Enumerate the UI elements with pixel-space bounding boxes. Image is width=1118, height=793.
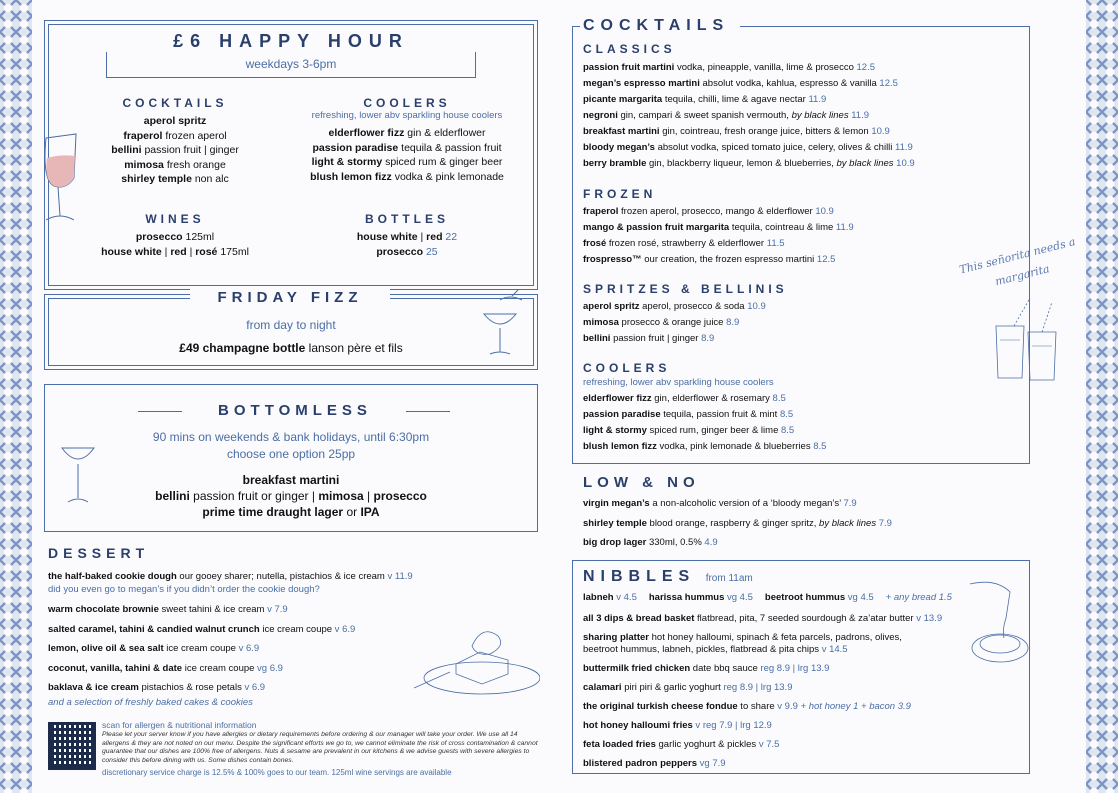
hh-cocktails-list bbox=[80, 114, 270, 187]
item-price: 11.9 bbox=[833, 222, 854, 233]
item-price: reg 8.9 | lrg 13.9 bbox=[720, 682, 793, 693]
item-desc: tequila, passion fruit & mint bbox=[660, 409, 778, 420]
menu-item bbox=[583, 514, 892, 534]
item-price: 11.9 bbox=[892, 142, 913, 153]
item-name: buttermilk fried chicken bbox=[583, 663, 691, 674]
low-no-title: LOW & NO bbox=[583, 474, 700, 491]
menu-item bbox=[583, 252, 854, 268]
item-name: light & stormy bbox=[311, 156, 383, 168]
happy-hour-subtitle: weekdays 3-6pm bbox=[245, 57, 337, 71]
menu-item bbox=[583, 697, 942, 716]
item-name: bellini bbox=[111, 144, 142, 156]
nibble-dip bbox=[765, 592, 874, 603]
item-name: breakfast martini bbox=[583, 126, 660, 137]
item-price: vg 4.5 bbox=[845, 592, 874, 603]
menu-item bbox=[48, 620, 448, 640]
menu-item bbox=[48, 678, 448, 698]
service-charge-text: discretionary service charge is 12.5% & 100% goes to our team. 125ml wine servings are available bbox=[102, 768, 452, 777]
menu-item bbox=[583, 494, 892, 514]
menu-item bbox=[583, 140, 915, 156]
menu-item bbox=[583, 735, 942, 754]
menu-item bbox=[48, 639, 448, 659]
bread-addon: + any bread 1.5 bbox=[885, 592, 952, 603]
menu-item bbox=[583, 124, 915, 140]
menu-item bbox=[583, 220, 854, 236]
item-name: shirley temple bbox=[583, 517, 647, 529]
item-desc: date bbq sauce bbox=[690, 663, 758, 674]
menu-item bbox=[290, 126, 524, 141]
friday-fizz-title: FRIDAY FIZZ bbox=[190, 289, 390, 306]
menu-item bbox=[290, 155, 524, 170]
menu-item bbox=[583, 156, 915, 172]
hh-wine-line-1: prosecco 125ml bbox=[135, 231, 215, 243]
item-desc: spiced rum & ginger beer bbox=[382, 156, 503, 168]
item-price: 11.9 bbox=[805, 94, 827, 105]
cake-plate-illustration bbox=[410, 612, 540, 702]
spritzes-heading: SPRITZES & BELLINIS bbox=[583, 282, 788, 296]
item-name: the half-baked cookie dough bbox=[48, 571, 177, 582]
item-price: 8.9 bbox=[698, 333, 715, 344]
bottomless-option-1: breakfast martini bbox=[242, 473, 340, 487]
menu-item bbox=[583, 236, 854, 252]
item-desc: gin & elderflower bbox=[404, 127, 486, 139]
item-name: aperol spritz bbox=[583, 301, 640, 312]
item-desc: absolut vodka, spiced tomato juice, celery, olives & chilli bbox=[654, 142, 893, 153]
item-price: vg 7.9 bbox=[697, 758, 726, 769]
item-desc: absolut vodka, kahlua, espresso & vanilla bbox=[699, 78, 877, 89]
item-desc: sweet tahini & ice cream bbox=[158, 604, 265, 615]
nibbles-title: NIBBLES bbox=[583, 568, 696, 585]
nibbles-row-1 bbox=[583, 590, 952, 606]
classics-list bbox=[583, 60, 915, 172]
bottomless-rule-left bbox=[138, 411, 182, 412]
item-name: passion paradise bbox=[583, 409, 661, 420]
item-price: v 6.9 bbox=[235, 643, 260, 654]
item-desc: vodka, pink lemonade & blueberries bbox=[656, 441, 811, 452]
item-desc: gin, campari & sweet spanish vermouth, bbox=[617, 110, 792, 121]
friday-fizz-subtitle: from day to night bbox=[246, 318, 336, 332]
item-name: calamari bbox=[583, 682, 622, 693]
cocktails-title: COCKTAILS bbox=[583, 17, 730, 34]
decorative-tile-border-right bbox=[1086, 0, 1118, 793]
item-price: 8.5 bbox=[777, 409, 794, 420]
item-price: v 7.9 bbox=[264, 604, 288, 615]
margarita-glasses-illustration bbox=[990, 296, 1070, 386]
item-name: mimosa bbox=[124, 158, 164, 171]
item-desc: aperol, prosecco & soda bbox=[639, 301, 745, 312]
menu-item bbox=[80, 129, 270, 144]
menu-item bbox=[583, 407, 826, 423]
menu-item bbox=[583, 644, 942, 656]
cocktails-top-rule bbox=[740, 26, 1030, 27]
item-desc: passion fruit | ginger bbox=[141, 144, 239, 156]
bottomless-rule-right bbox=[406, 411, 450, 412]
item-desc: ice cream coupe bbox=[259, 623, 333, 635]
item-desc: gin, elderflower & rosemary bbox=[651, 393, 770, 404]
item-desc: pistachios & rose petals bbox=[138, 682, 242, 693]
item-name: fraperol bbox=[583, 206, 619, 217]
menu-item bbox=[80, 114, 270, 129]
item-price: v 11.9 bbox=[384, 571, 413, 582]
item-name: harissa hummus bbox=[648, 592, 725, 603]
item-name: picante margarita bbox=[583, 94, 663, 105]
hh-cocktails-column bbox=[80, 96, 270, 187]
item-price: 12.5 bbox=[814, 254, 836, 265]
hh-bottle-line-2: prosecco 25 bbox=[376, 245, 438, 258]
item-credit: by black lines bbox=[819, 517, 877, 529]
nibble-dip bbox=[583, 592, 637, 603]
item-desc: flatbread, pita, 7 seeded sourdough & za’atar butter bbox=[694, 613, 914, 624]
menu-item bbox=[48, 600, 448, 620]
item-name: salted caramel, tahini & candied walnut crunch bbox=[48, 623, 260, 635]
handwritten-note: This señorita needs a margarita bbox=[958, 235, 1077, 289]
hh-cocktails-heading: COCKTAILS bbox=[122, 96, 228, 110]
item-price: 7.9 bbox=[840, 498, 857, 509]
item-price: 7.9 bbox=[876, 517, 892, 529]
item-name: warm chocolate brownie bbox=[48, 604, 159, 615]
dessert-list bbox=[48, 570, 448, 698]
nibbles-header bbox=[583, 568, 753, 586]
bottomless-line-2: choose one option 25pp bbox=[226, 447, 356, 461]
item-desc: frozen rosé, strawberry & elderflower bbox=[606, 238, 765, 249]
item-name: hot honey halloumi fries bbox=[583, 720, 693, 731]
menu-item bbox=[583, 678, 942, 697]
item-name: frospresso™ bbox=[583, 254, 642, 265]
item-desc: beetroot hummus, labneh, pickles, flatbread & pita chips bbox=[583, 644, 820, 655]
item-name: mimosa bbox=[583, 317, 619, 328]
item-name: blush lemon fizz bbox=[310, 170, 392, 183]
bottomless-option-3: prime time draught lager or IPA bbox=[202, 505, 380, 519]
item-name: baklava & ice cream bbox=[48, 682, 139, 693]
spritzes-list bbox=[583, 299, 766, 347]
item-desc: tequila, cointreau & lime bbox=[729, 222, 834, 233]
hh-bottle-line-1: house white | red 22 bbox=[356, 231, 458, 243]
menu-item bbox=[583, 439, 826, 455]
item-desc: tequila, chilli, lime & agave nectar bbox=[662, 94, 806, 105]
item-price: v 4.5 bbox=[613, 592, 637, 603]
menu-item bbox=[583, 423, 826, 439]
decorative-tile-border-left bbox=[0, 0, 32, 793]
item-name: elderflower fizz bbox=[328, 127, 405, 139]
item-price: 8.9 bbox=[723, 317, 740, 328]
item-name: frosé bbox=[583, 238, 607, 249]
menu-item bbox=[583, 609, 942, 628]
allergen-scan-text: scan for allergen & nutritional information bbox=[102, 720, 257, 730]
item-price: 10.9 bbox=[893, 158, 915, 169]
menu-item bbox=[290, 170, 524, 185]
coolers-heading: COOLERS bbox=[583, 361, 671, 375]
menu-item bbox=[583, 331, 766, 347]
hh-wine-line-2: house white | red | rosé 175ml bbox=[101, 245, 249, 258]
item-desc: ice cream coupe bbox=[163, 643, 236, 654]
cocktails-top-rule-left bbox=[572, 26, 580, 27]
menu-item bbox=[80, 172, 270, 187]
item-name: passion paradise bbox=[312, 141, 399, 154]
friday-fizz-offer: £49 champagne bottle lanson père et fils bbox=[179, 341, 403, 355]
menu-item bbox=[583, 716, 942, 735]
item-price: 10.9 bbox=[744, 301, 766, 312]
allergen-body-text: Please let your server know if you have allergies or dietary requirements before ordering & our manager will take your order. We use all 14 allergens & they are not noted on our menu. Despite the significant efforts we go to, we cannot eliminate the risk of cross contamination & cannot guarantee that our dishes are 100% free of allergens. Nuts & sesame are prevalent in our kitchens & we advise guests with severe allergies to consider this before dining with us. Some dishes contain bones. bbox=[102, 731, 538, 764]
menu-item bbox=[583, 659, 942, 678]
menu-item bbox=[583, 204, 854, 220]
happy-hour-title: £6 HAPPY HOUR bbox=[106, 31, 476, 52]
hh-wines-column bbox=[80, 212, 270, 259]
menu-item bbox=[290, 141, 524, 156]
item-desc: gin, blackberry liqueur, lemon & blueberries, bbox=[646, 158, 837, 169]
item-name: virgin megan’s bbox=[583, 498, 650, 509]
item-price: 8.5 bbox=[810, 441, 827, 452]
item-price: 10.9 bbox=[812, 206, 834, 217]
item-price: 4.9 bbox=[701, 537, 718, 548]
item-name: megan’s espresso martini bbox=[583, 78, 700, 89]
item-name: blush lemon fizz bbox=[583, 441, 657, 452]
item-price: 8.5 bbox=[769, 393, 786, 404]
item-name: sharing platter bbox=[583, 632, 649, 643]
item-price: v 6.9 bbox=[241, 682, 266, 693]
item-price: v 7.5 bbox=[756, 739, 780, 750]
item-name: shirley temple bbox=[121, 173, 192, 185]
item-name: beetroot hummus bbox=[764, 592, 846, 603]
hh-coolers-list bbox=[290, 126, 524, 184]
item-desc: our creation, the frozen espresso martini bbox=[641, 254, 815, 265]
item-price: vg 6.9 bbox=[254, 662, 283, 674]
item-desc: vodka & pink lemonade bbox=[391, 170, 504, 183]
hh-wines-heading: WINES bbox=[145, 212, 205, 226]
item-price: v 13.9 bbox=[913, 613, 943, 624]
menu-item bbox=[583, 632, 942, 644]
menu-item bbox=[48, 570, 448, 584]
nibbles-list bbox=[583, 609, 942, 773]
qr-code[interactable] bbox=[48, 722, 96, 770]
menu-item bbox=[583, 754, 942, 773]
hh-coolers-heading: COOLERS bbox=[363, 96, 451, 110]
item-desc: prosecco & orange juice bbox=[618, 317, 724, 328]
low-no-list bbox=[583, 494, 892, 553]
frozen-list bbox=[583, 204, 854, 268]
item-desc: passion fruit | ginger bbox=[610, 333, 699, 344]
item-desc: piri piri & garlic yoghurt bbox=[621, 682, 721, 693]
item-name: labneh bbox=[583, 592, 614, 603]
item-desc: hot honey halloumi, spinach & feta parcels, padrons, olives, bbox=[649, 632, 902, 643]
item-desc: frozen aperol bbox=[162, 129, 227, 142]
item-name: all 3 dips & bread basket bbox=[583, 613, 695, 624]
item-price: reg 8.9 | lrg 13.9 bbox=[757, 663, 830, 674]
item-name: big drop lager bbox=[583, 537, 647, 548]
item-price: 12.5 bbox=[853, 62, 876, 73]
menu-item bbox=[583, 76, 915, 92]
menu-item bbox=[583, 533, 892, 553]
cookie-dough-note: did you even go to megan’s if you didn’t order the cookie dough? bbox=[48, 584, 320, 595]
dessert-title: DESSERT bbox=[48, 545, 150, 561]
item-desc: non alc bbox=[191, 173, 229, 185]
item-desc: gin, cointreau, fresh orange juice, bitters & lemon bbox=[659, 126, 869, 137]
menu-item bbox=[583, 92, 915, 108]
item-price: vg 4.5 bbox=[724, 592, 753, 603]
coupe-glass-illustration bbox=[56, 440, 100, 510]
menu-item bbox=[583, 315, 766, 331]
bottomless-title: BOTTOMLESS bbox=[218, 402, 372, 419]
bottomless-line-1: 90 mins on weekends & bank holidays, until 6:30pm bbox=[152, 430, 430, 444]
item-name: negroni bbox=[583, 110, 618, 121]
item-desc: a non-alcoholic version of a ‘bloody megan’s’ bbox=[649, 498, 841, 509]
frozen-heading: FROZEN bbox=[583, 187, 657, 201]
menu-item bbox=[80, 143, 270, 158]
item-name: passion fruit martini bbox=[583, 62, 675, 73]
menu-item bbox=[80, 158, 270, 173]
dessert-footer: and a selection of freshly baked cakes & cookies bbox=[48, 697, 253, 708]
item-desc: ice cream coupe bbox=[182, 662, 255, 674]
item-price: 11.9 bbox=[848, 110, 870, 121]
fondue-illustration bbox=[960, 578, 1030, 668]
item-desc: to share bbox=[737, 701, 775, 712]
menu-item bbox=[583, 60, 915, 76]
item-name: lemon, olive oil & sea salt bbox=[48, 643, 164, 654]
coolers-list bbox=[583, 391, 826, 455]
menu-item bbox=[583, 108, 915, 124]
item-name: feta loaded fries bbox=[583, 739, 656, 750]
item-desc: frozen aperol, prosecco, mango & elderflower bbox=[618, 206, 813, 217]
item-desc: 330ml, 0.5% bbox=[646, 537, 702, 548]
menu-item bbox=[48, 659, 448, 679]
bottomless-option-2: bellini passion fruit or ginger | mimosa | prosecco bbox=[155, 489, 427, 503]
item-name: blistered padron peppers bbox=[583, 758, 698, 769]
item-price: v reg 7.9 | lrg 12.9 bbox=[692, 720, 772, 731]
item-price: 8.5 bbox=[778, 425, 795, 436]
hh-coolers-subtitle: refreshing, lower abv sparkling house coolers bbox=[311, 110, 503, 121]
wine-glass-illustration bbox=[36, 128, 86, 228]
hh-bottles-column bbox=[300, 212, 514, 259]
friday-fizz-box bbox=[48, 298, 534, 366]
item-desc: tequila & passion fruit bbox=[398, 141, 502, 154]
item-desc: blood orange, raspberry & ginger spritz, bbox=[646, 517, 820, 529]
item-credit: by black lines bbox=[791, 110, 849, 121]
nibble-dip bbox=[649, 592, 753, 603]
item-name: light & stormy bbox=[583, 425, 647, 436]
item-price: 12.5 bbox=[876, 78, 898, 89]
item-name: mango & passion fruit margarita bbox=[583, 222, 730, 233]
coolers-subtitle: refreshing, lower abv sparkling house coolers bbox=[583, 377, 774, 388]
item-name: coconut, vanilla, tahini & date bbox=[48, 662, 183, 674]
menu-item bbox=[583, 391, 826, 407]
nibbles-from: from 11am bbox=[705, 573, 753, 584]
item-credit: by black lines bbox=[836, 158, 894, 169]
item-name: elderflower fizz bbox=[583, 393, 652, 404]
item-price: 10.9 bbox=[868, 126, 890, 137]
item-desc: garlic yoghurt & pickles bbox=[655, 739, 757, 750]
item-price: v 9.9 bbox=[774, 701, 798, 712]
item-name: the original turkish cheese fondue bbox=[583, 701, 738, 712]
item-name: bloody megan’s bbox=[583, 142, 655, 153]
item-name: berry bramble bbox=[583, 158, 647, 169]
item-name: bellini bbox=[583, 333, 611, 344]
item-desc: vodka, pineapple, vanilla, lime & prosecco bbox=[674, 62, 854, 73]
menu-item bbox=[583, 299, 766, 315]
item-name: fraperol bbox=[123, 129, 163, 142]
champagne-glass-illustration bbox=[470, 290, 530, 362]
item-desc: spiced rum, ginger beer & lime bbox=[646, 425, 779, 436]
hh-coolers-column bbox=[290, 96, 524, 184]
item-desc: our gooey sharer; nutella, pistachios & ice cream bbox=[176, 571, 385, 582]
item-addon: + hot honey 1 + bacon 3.9 bbox=[797, 701, 911, 712]
item-price: 11.5 bbox=[764, 238, 785, 249]
item-name: aperol spritz bbox=[143, 115, 207, 127]
item-price: v 6.9 bbox=[332, 623, 356, 635]
classics-heading: CLASSICS bbox=[583, 42, 676, 56]
item-price: v 14.5 bbox=[819, 644, 848, 655]
hh-bottles-heading: BOTTLES bbox=[365, 212, 449, 226]
item-desc: fresh orange bbox=[163, 158, 226, 171]
